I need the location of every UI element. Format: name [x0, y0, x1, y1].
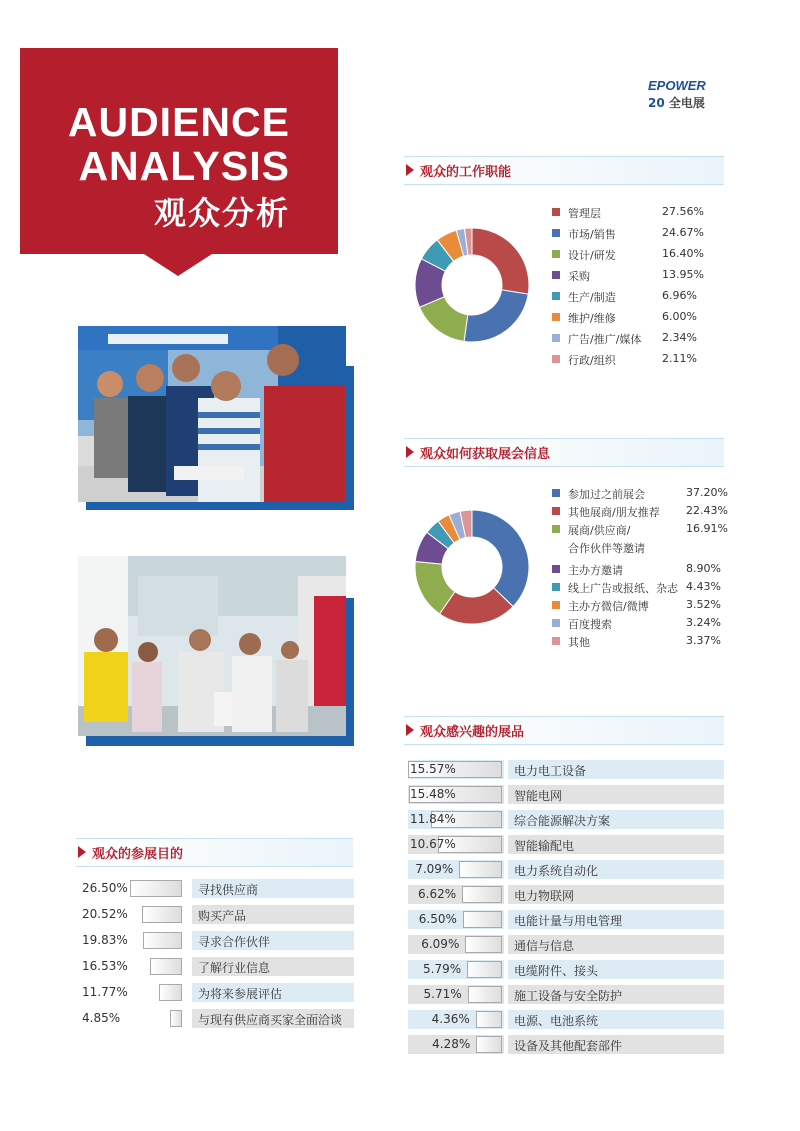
legend-swatch — [552, 292, 560, 300]
value-bar — [467, 961, 502, 978]
logo-name: 全电展 — [668, 96, 705, 110]
bar-label: 电力系统自动化 — [514, 864, 599, 878]
value-bar — [463, 911, 502, 928]
arrow-icon — [406, 724, 414, 736]
bar-row-2-7 — [408, 935, 724, 954]
job-function-legend — [552, 205, 712, 375]
info-source-donut-chart — [414, 509, 530, 625]
section-header-purpose — [76, 838, 353, 867]
bar-label: 电源、电池系统 — [514, 1014, 599, 1028]
legend-value: 27.56% — [662, 205, 704, 218]
legend-value: 13.95% — [662, 268, 704, 281]
legend-value: 3.52% — [686, 598, 721, 611]
legend-swatch — [552, 355, 560, 363]
section-header-products — [404, 716, 724, 745]
legend-label-line2: 合作伙伴等邀请 — [568, 542, 645, 555]
donut-slice-1-0 — [472, 510, 529, 607]
bar-label: 电力物联网 — [514, 889, 575, 903]
bar-row-2-8 — [408, 960, 724, 979]
legend-swatch — [552, 271, 560, 279]
value-bar — [476, 1011, 502, 1028]
section-header-job-function — [404, 156, 724, 185]
bar-value: 15.48% — [410, 787, 456, 801]
bar-row-2-6 — [408, 910, 724, 929]
legend-label: 其他展商/朋友推荐 — [568, 506, 660, 519]
banner-title-line1: AUDIENCE — [67, 99, 290, 145]
legend-swatch — [552, 507, 560, 515]
bar-row-2-1 — [408, 785, 724, 804]
legend-swatch — [552, 583, 560, 591]
products-bar-list — [408, 760, 724, 1060]
exhibition-crowd-image — [78, 326, 346, 502]
legend-value: 22.43% — [686, 504, 728, 517]
bar-value: 11.77% — [82, 985, 128, 999]
bar-row-2-5 — [408, 885, 724, 904]
bar-value: 5.79% — [423, 962, 462, 976]
legend-label: 维护/维修 — [568, 312, 616, 325]
bar-label: 与现有供应商买家全面洽谈 — [198, 1013, 343, 1027]
value-bar — [465, 936, 502, 953]
bar-label: 施工设备与安全防护 — [514, 989, 623, 1003]
bar-row-3-4 — [80, 983, 354, 1002]
donut-slice-0-1 — [464, 290, 528, 342]
legend-label: 线上广告或报纸、杂志 — [568, 582, 678, 595]
legend-label: 百度搜索 — [568, 618, 612, 631]
legend-swatch — [552, 250, 560, 258]
logo-name-row — [648, 94, 712, 111]
banner-title-cn: 观众分析 — [153, 194, 290, 232]
bar-value: 11.84% — [410, 812, 456, 826]
bar-value: 6.50% — [418, 912, 457, 926]
exhibition-aisle-image — [78, 556, 346, 736]
exhibition-photo-booth — [78, 326, 346, 502]
legend-swatch — [552, 489, 560, 497]
bar-label: 电能计量与用电管理 — [514, 914, 623, 928]
legend-label: 参加过之前展会 — [568, 488, 645, 501]
section-title: 观众的参展目的 — [92, 847, 184, 862]
legend-label: 管理层 — [568, 207, 601, 220]
value-bar — [459, 861, 502, 878]
legend-label: 采购 — [568, 270, 590, 283]
bar-value: 16.53% — [82, 959, 128, 973]
legend-value: 6.96% — [662, 289, 697, 302]
job-function-donut-chart — [414, 227, 530, 343]
epower-logo — [648, 78, 712, 112]
legend-swatch — [552, 229, 560, 237]
bar-value: 4.85% — [82, 1011, 121, 1025]
bar-label: 电力电工设备 — [514, 764, 587, 778]
bar-row-3-3 — [80, 957, 354, 976]
legend-label: 其他 — [568, 636, 590, 649]
bar-value: 26.50% — [82, 881, 128, 895]
bar-value: 6.09% — [421, 937, 460, 951]
section-title: 观众如何获取展会信息 — [420, 447, 551, 462]
legend-label: 主办方邀请 — [568, 564, 623, 577]
bar-value: 5.71% — [423, 987, 462, 1001]
bar-value: 4.36% — [431, 1012, 470, 1026]
legend-label: 广告/推广/媒体 — [568, 333, 642, 346]
bar-row-3-5 — [80, 1009, 354, 1028]
bar-row-2-3 — [408, 835, 724, 854]
bar-label: 为将来参展评估 — [198, 987, 283, 1001]
value-bar — [142, 906, 182, 923]
logo-brand: EPOWER — [648, 78, 706, 93]
legend-value: 37.20% — [686, 486, 728, 499]
bar-value: 7.09% — [415, 862, 454, 876]
banner-pointer — [144, 254, 212, 276]
bar-row-3-1 — [80, 905, 354, 924]
bar-label: 智能输配电 — [514, 839, 575, 853]
bar-row-2-0 — [408, 760, 724, 779]
header-banner — [20, 48, 338, 254]
value-bar — [159, 984, 182, 1001]
section-header-info-source — [404, 438, 724, 467]
arrow-icon — [78, 846, 86, 858]
legend-value: 8.90% — [686, 562, 721, 575]
arrow-icon — [406, 446, 414, 458]
legend-label: 主办方微信/微博 — [568, 600, 649, 613]
bar-label: 综合能源解决方案 — [514, 814, 611, 828]
bar-label: 设备及其他配套部件 — [514, 1039, 623, 1053]
section-title: 观众的工作职能 — [420, 165, 512, 180]
legend-value: 2.34% — [662, 331, 697, 344]
legend-label: 生产/制造 — [568, 291, 616, 304]
bar-row-2-4 — [408, 860, 724, 879]
legend-swatch — [552, 313, 560, 321]
legend-label: 行政/组织 — [568, 354, 616, 367]
legend-value: 2.11% — [662, 352, 697, 365]
bar-row-2-9 — [408, 985, 724, 1004]
legend-value: 3.37% — [686, 634, 721, 647]
arrow-icon — [406, 164, 414, 176]
bar-value: 15.57% — [410, 762, 456, 776]
bar-row-2-11 — [408, 1035, 724, 1054]
banner-title-line2: ANALYSIS — [78, 143, 290, 189]
legend-value: 24.67% — [662, 226, 704, 239]
bar-label: 智能电网 — [514, 789, 563, 803]
value-bar — [476, 1036, 502, 1053]
bar-label: 购买产品 — [198, 909, 247, 923]
bar-value: 4.28% — [432, 1037, 471, 1051]
legend-swatch — [552, 334, 560, 342]
bar-value: 10.67% — [410, 837, 456, 851]
bar-value: 20.52% — [82, 907, 128, 921]
bar-label: 寻找供应商 — [198, 883, 259, 897]
legend-value: 4.43% — [686, 580, 721, 593]
legend-label: 市场/销售 — [568, 228, 616, 241]
bar-label: 电缆附件、接头 — [514, 964, 599, 978]
bar-row-2-10 — [408, 1010, 724, 1029]
legend-swatch — [552, 601, 560, 609]
info-source-legend — [552, 486, 732, 656]
legend-value: 16.91% — [686, 522, 728, 535]
legend-swatch — [552, 525, 560, 533]
exhibition-photo-aisle — [78, 556, 346, 736]
bar-label: 通信与信息 — [514, 939, 575, 953]
bar-label: 了解行业信息 — [198, 961, 271, 975]
legend-swatch — [552, 208, 560, 216]
logo-year: 20 — [648, 96, 665, 110]
legend-value: 16.40% — [662, 247, 704, 260]
value-bar — [143, 932, 182, 949]
value-bar — [170, 1010, 182, 1027]
bar-row-2-2 — [408, 810, 724, 829]
value-bar — [462, 886, 502, 903]
legend-label: 设计/研发 — [568, 249, 616, 262]
bar-label: 寻求合作伙伴 — [198, 935, 271, 949]
legend-swatch — [552, 565, 560, 573]
value-bar — [468, 986, 502, 1003]
legend-label: 展商/供应商/ — [568, 524, 631, 537]
donut-slice-0-0 — [472, 228, 529, 294]
legend-value: 3.24% — [686, 616, 721, 629]
legend-swatch — [552, 619, 560, 627]
legend-value: 6.00% — [662, 310, 697, 323]
bar-row-3-0 — [80, 879, 354, 898]
section-title: 观众感兴趣的展品 — [420, 725, 525, 740]
bar-row-3-2 — [80, 931, 354, 950]
bar-value: 19.83% — [82, 933, 128, 947]
value-bar — [130, 880, 182, 897]
legend-swatch — [552, 637, 560, 645]
purpose-bar-list — [80, 879, 354, 1039]
bar-value: 6.62% — [418, 887, 457, 901]
value-bar — [150, 958, 182, 975]
